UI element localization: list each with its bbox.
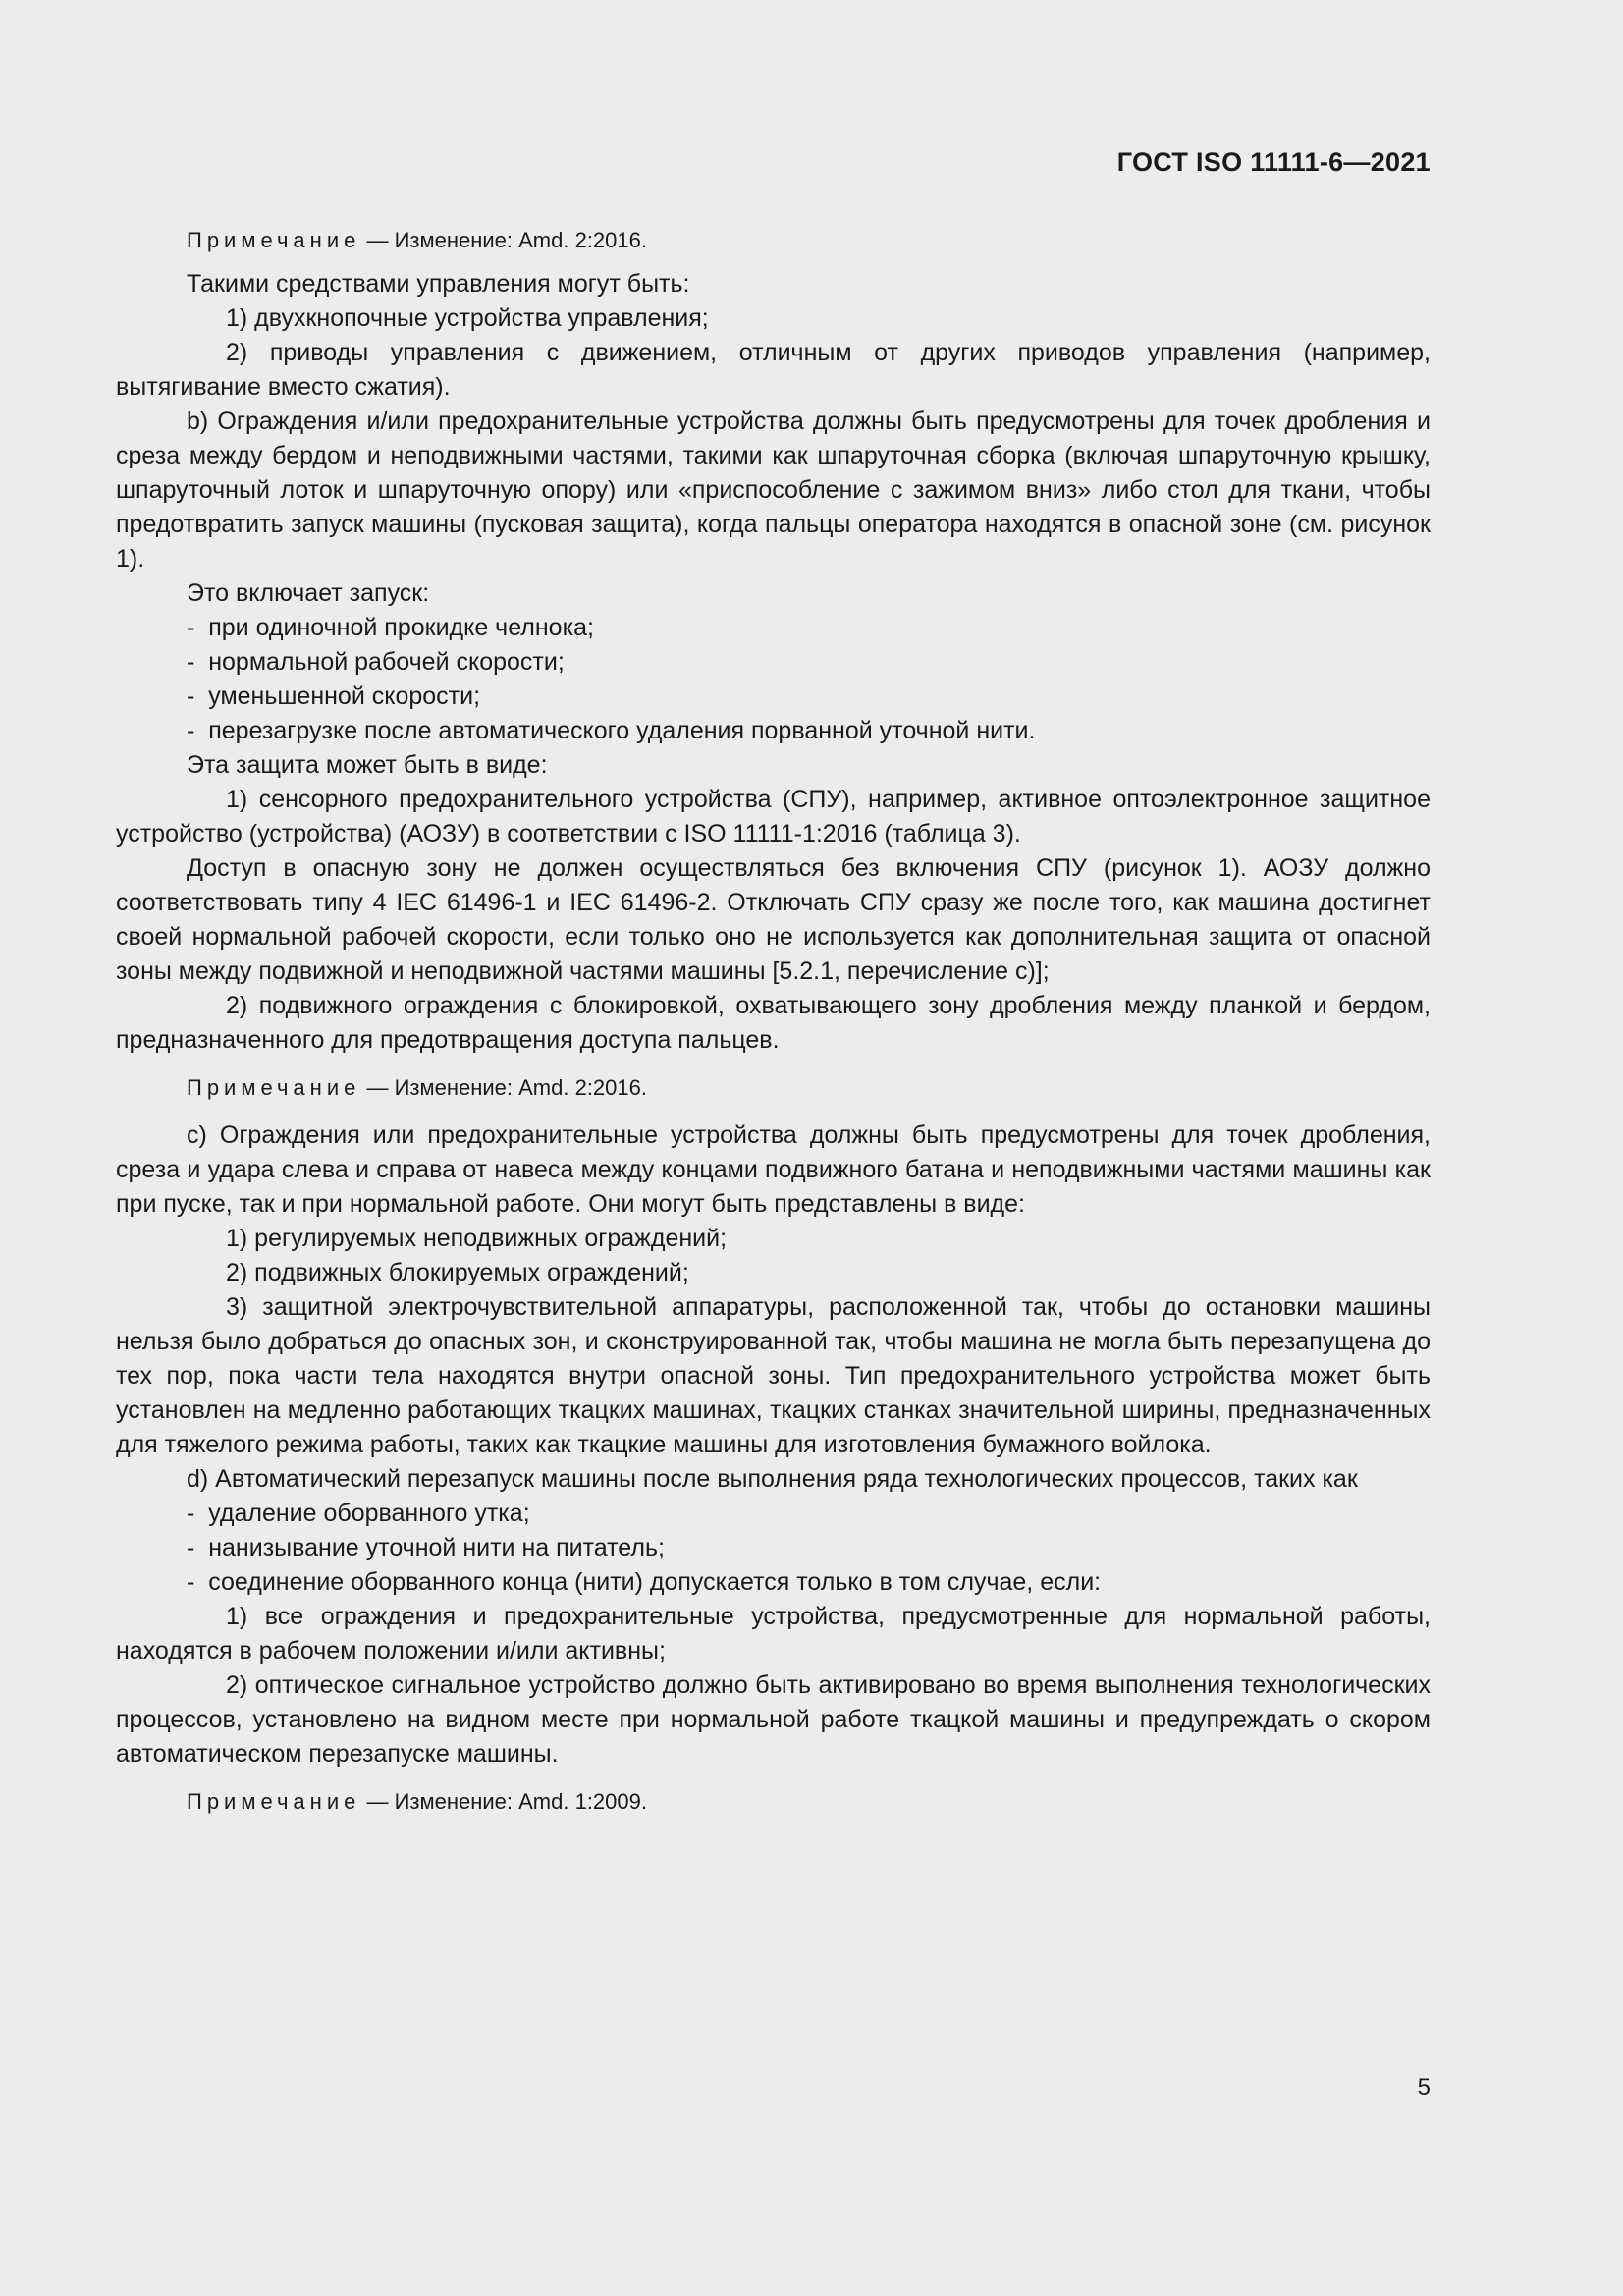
dash-item: - уменьшенной скорости; bbox=[187, 683, 481, 710]
note-text: — Изменение: Amd. 2:2016. bbox=[366, 1075, 647, 1100]
paragraph: Это включает запуск: bbox=[187, 579, 430, 607]
paragraph-c: c) Ограждения или предохранительные устройства должны быть предусмотрены для точек дробления, среза и удара слева и справа от навеса между концами подвижного батана и неподвижными частями машины как при пуске, так и при нормальной работе. Они могут быть представлены в виде: bbox=[116, 1121, 1431, 1218]
list-item: 1) сенсорного предохранительного устройства (СПУ), например, активное оптоэлектронное защитное устройство (устройства) (АОЗУ) в соответствии с ISO 11111-1:2016 (таблица 3). bbox=[116, 786, 1431, 847]
page-number: 5 bbox=[1417, 2074, 1431, 2101]
list-item: 1) регулируемых неподвижных ограждений; bbox=[226, 1225, 728, 1252]
dash-item: - перезагрузке после автоматического удаления порванной уточной нити. bbox=[187, 717, 1036, 744]
note bbox=[116, 226, 1431, 255]
list-item: 1) двухкнопочные устройства управления; bbox=[226, 304, 709, 332]
note-text: — Изменение: Amd. 1:2009. bbox=[366, 1789, 647, 1814]
list-item: 2) приводы управления с движением, отличным от других приводов управления (например, bbox=[226, 339, 1431, 366]
list-item: 2) оптическое сигнальное устройство должно быть активировано во время выполнения технологических процессов, установлено на видном месте при нормальной работе ткацкой машины и предупреждать о скором автоматическом перезапуске машины. bbox=[116, 1671, 1431, 1768]
paragraph: Такими средствами управления могут быть: bbox=[187, 270, 690, 298]
note-label: Примечание bbox=[187, 1075, 361, 1100]
paragraph: Доступ в опасную зону не должен осуществляться без включения СПУ (рисунок 1). АОЗУ должно соответствовать типу 4 IEC 61496-1 и IEC 61496-2. Отключать СПУ сразу же после того, как машина достигнет своей нормальной рабочей скорости, если только оно не используется как дополнительная защита от опасной зоны между подвижной и неподвижной частями машины [5.2.1, перечисление с)]; bbox=[116, 854, 1431, 985]
dash-item: - нанизывание уточной нити на питатель; bbox=[187, 1534, 665, 1561]
note bbox=[116, 1073, 1431, 1103]
note-label: Примечание bbox=[187, 1789, 361, 1814]
page-body bbox=[116, 226, 1431, 1817]
dash-item: - нормальной рабочей скорости; bbox=[187, 648, 565, 676]
list-item: 3) защитной электрочувствительной аппаратуры, расположенной так, чтобы до остановки машины нельзя было добраться до опасных зон, и сконструированной так, чтобы машина не могла быть перезапущена до тех пор, пока части тела находятся внутри опасной зоны. Тип предохранительного устройства может быть установлен на медленно работающих ткацких машинах, ткацких станках значительной ширины, предназначенных для тяжелого режима работы, таких как ткацкие машины для изготовления бумажного войлока. bbox=[116, 1293, 1431, 1458]
list-item-continuation: вытягивание вместо сжатия). bbox=[116, 373, 451, 401]
document-code: ГОСТ ISO 11111-6—2021 bbox=[1116, 147, 1431, 177]
dash-item: - при одиночной прокидке челнока; bbox=[187, 614, 594, 641]
note bbox=[116, 1787, 1431, 1817]
list-item: 2) подвижных блокируемых ограждений; bbox=[226, 1259, 689, 1286]
note-text: — Изменение: Amd. 2:2016. bbox=[366, 228, 647, 252]
dash-item: - удаление оборванного утка; bbox=[187, 1500, 530, 1527]
list-item: 1) все ограждения и предохранительные устройства, предусмотренные для нормальной работы, находятся в рабочем положении и/или активны; bbox=[116, 1603, 1431, 1665]
paragraph: Эта защита может быть в виде: bbox=[187, 751, 548, 779]
dash-item: - соединение оборванного конца (нити) допускается только в том случае, если: bbox=[187, 1568, 1102, 1596]
paragraph-d: d) Автоматический перезапуск машины после выполнения ряда технологических процессов, таких как bbox=[187, 1465, 1358, 1493]
note-label: Примечание bbox=[187, 228, 361, 252]
list-item: 2) подвижного ограждения с блокировкой, охватывающего зону дробления между планкой и бердом, предназначенного для предотвращения доступа пальцев. bbox=[116, 992, 1431, 1054]
paragraph-b: b) Ограждения и/или предохранительные устройства должны быть предусмотрены для точек дробления и среза между бердом и неподвижными частями, такими как шпаруточная сборка (включая шпаруточную крышку, шпаруточный лоток и шпаруточную опору) или «приспособление с зажимом вниз» либо стол для ткани, чтобы предотвратить запуск машины (пусковая защита), когда пальцы оператора находятся в опасной зоне (см. рисунок 1). bbox=[116, 408, 1431, 573]
